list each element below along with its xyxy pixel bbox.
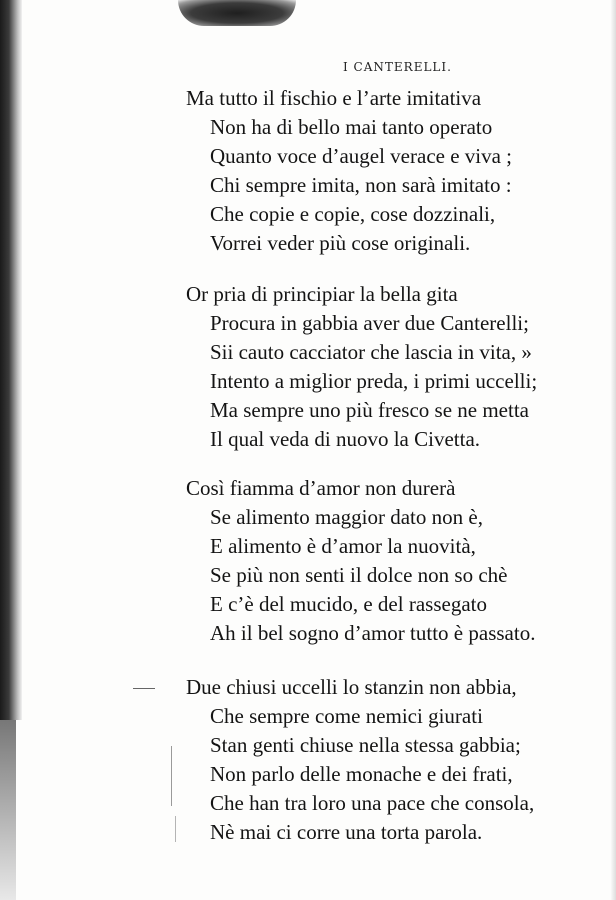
verse-line: Ma sempre uno più fresco se ne metta: [210, 398, 529, 422]
page-binding-fade: [0, 720, 16, 900]
verse-line: Stan genti chiuse nella stessa gabbia;: [210, 733, 521, 757]
running-head: I CANTERELLI.: [343, 60, 452, 74]
verse-line: Non ha di bello mai tanto operato: [210, 115, 493, 139]
verse-line: Due chiusi uccelli lo stanzin non abbia,: [186, 675, 517, 699]
margin-mark: [133, 688, 155, 689]
verse-line: Sii cauto cacciator che lascia in vita, »: [210, 340, 532, 364]
verse-line: Non parlo delle monache e dei frati,: [210, 762, 513, 786]
verse-line: Or pria di principiar la bella gita: [186, 282, 458, 306]
verse-line: Chi sempre imita, non sarà imitato :: [210, 173, 512, 197]
verse-line: Che copie e copie, cose dozzinali,: [210, 202, 496, 226]
verse-line: Nè mai ci corre una torta parola.: [210, 820, 483, 844]
verse-line: E alimento è d’amor la nuovità,: [210, 534, 476, 558]
verse-line: Il qual veda di nuovo la Civetta.: [210, 427, 481, 451]
margin-rule: [175, 816, 176, 842]
verse-line: Ah il bel sogno d’amor tutto è passato.: [210, 621, 536, 645]
verse-line: Così fiamma d’amor non durerà: [186, 476, 456, 500]
stanza-2: [186, 280, 606, 454]
margin-rule: [171, 746, 172, 806]
verse-line: Se alimento maggior dato non è,: [210, 505, 483, 529]
verse-line: Ma tutto il fischio e l’arte imitativa: [186, 86, 482, 110]
verse-line: Procura in gabbia aver due Canterelli;: [210, 311, 529, 335]
stanza-3: [186, 474, 606, 648]
verse-line: Che sempre come nemici giurati: [210, 704, 483, 728]
ink-blot: [178, 0, 296, 26]
verse-line: Vorrei veder più cose originali.: [210, 231, 471, 255]
verse-line: Se più non senti il dolce non so chè: [210, 563, 508, 587]
stanza-4: [186, 673, 606, 847]
verse-line: Che han tra loro una pace che consola,: [210, 791, 535, 815]
page-binding-shadow: [0, 0, 22, 720]
verse-line: Intento a miglior preda, i primi uccelli;: [210, 369, 538, 393]
verse-line: Quanto voce d’augel verace e viva ;: [210, 144, 513, 168]
stanza-1: [186, 84, 606, 258]
page-edge: [610, 0, 616, 900]
verse-line: E c’è del mucido, e del rassegato: [210, 592, 487, 616]
